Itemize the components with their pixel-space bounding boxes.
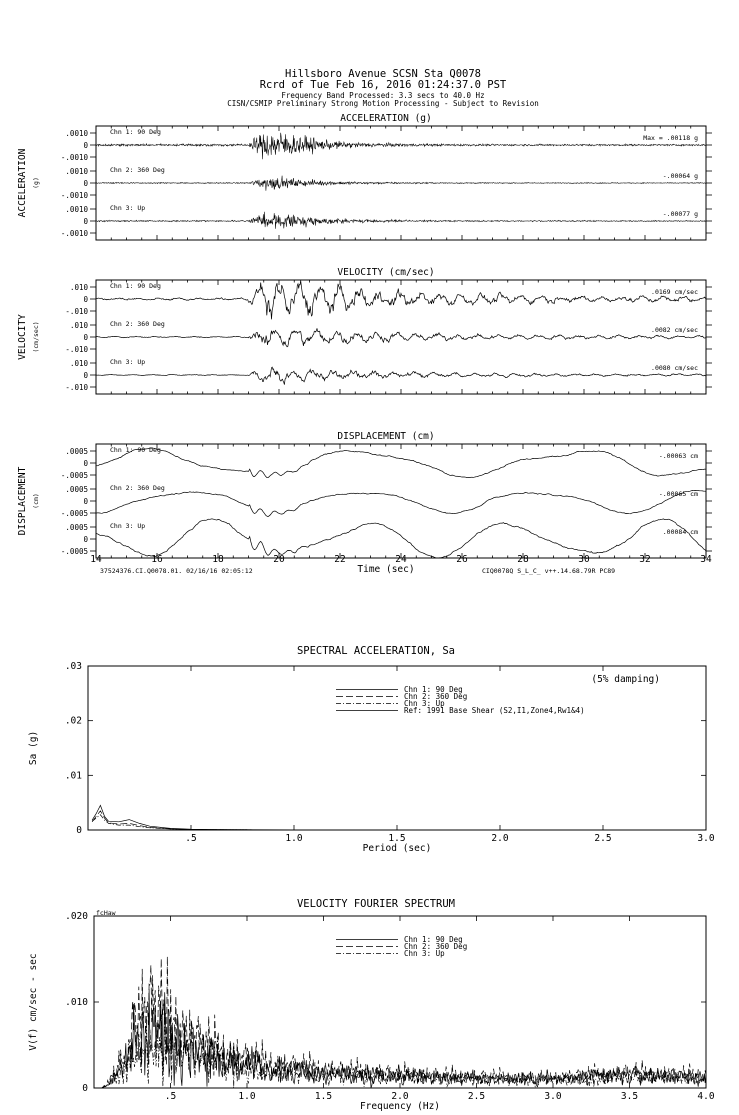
channel-max-label: .00084 cm — [662, 528, 698, 536]
sa-ticks — [65, 661, 715, 844]
velocity-fourier-chart — [28, 898, 715, 1112]
channel-trace — [96, 133, 706, 159]
y-tick-label: .01 — [64, 770, 82, 782]
time-axis-label: Time (sec) — [357, 564, 415, 575]
y-tick-label: .010 — [69, 321, 88, 330]
y-tick-label: 0 — [83, 333, 88, 342]
channel-1 — [61, 446, 712, 480]
channel-trace — [96, 490, 706, 516]
y-tick-label: 0 — [83, 141, 88, 150]
y-tick-label: .020 — [65, 911, 88, 922]
channel-1 — [61, 128, 712, 162]
y-tick-label: .0010 — [65, 205, 88, 214]
y-tick-label: .02 — [64, 715, 82, 727]
channel-2 — [61, 484, 712, 518]
channel-label: Chn 1: 90 Deg — [110, 446, 161, 454]
header-line4: CISN/CSMIP Preliminary Strong Motion Processing - Subject to Revision — [227, 99, 539, 108]
y-tick-label: .0005 — [65, 485, 88, 494]
legend-label: Chn 1: 90 Deg — [404, 685, 463, 694]
channel-trace — [96, 176, 706, 191]
sa-x-label: Period (sec) — [362, 843, 432, 854]
channel-2 — [61, 166, 712, 200]
vf-title: VELOCITY FOURIER SPECTRUM — [296, 898, 456, 910]
channel-max-label: Max = .00118 g — [643, 134, 698, 142]
spectral-acceleration-chart — [28, 645, 715, 854]
x-tick-label: 2.0 — [391, 1091, 409, 1102]
y-tick-label: 0 — [83, 535, 88, 544]
panel-title: VELOCITY (cm/sec) — [337, 267, 435, 278]
y-tick-label: -.0010 — [60, 229, 88, 238]
vf-legend — [336, 935, 467, 958]
panel-displacement — [17, 431, 712, 558]
panel-title: ACCELERATION (g) — [340, 113, 432, 124]
time-tick-label: 20 — [273, 554, 285, 565]
channel-3 — [61, 519, 712, 558]
vf-plot-frame — [94, 916, 706, 1088]
channel-2 — [65, 320, 712, 354]
sa-y-label: Sa (g) — [28, 730, 39, 766]
channel-label: Chn 2: 360 Deg — [110, 320, 165, 328]
header-line2: Rcrd of Tue Feb 16, 2016 01:24:37.0 PST — [259, 79, 507, 91]
footer-right: CIQ0078Q S_L_C_ v++.14.68.79R PC89 — [482, 567, 616, 575]
channel-label: Chn 1: 90 Deg — [110, 282, 161, 290]
channel-trace — [96, 367, 706, 385]
vf-series — [102, 957, 706, 1089]
y-tick-label: 0 — [83, 371, 88, 380]
channel-trace — [96, 212, 706, 229]
y-tick-label: 0 — [83, 179, 88, 188]
vf-x-label: Frequency (Hz) — [359, 1101, 441, 1112]
legend-label: Chn 3: Up — [404, 949, 445, 958]
x-tick-label: 3.0 — [544, 1091, 562, 1102]
sa-title: SPECTRAL ACCELERATION, Sa — [296, 645, 456, 657]
legend-label: Chn 2: 360 Deg — [404, 942, 468, 951]
x-tick-label: 3.0 — [697, 833, 715, 844]
x-tick-label: 1.0 — [238, 1091, 256, 1102]
channel-trace — [96, 281, 706, 320]
x-tick-label: .5 — [185, 833, 197, 844]
x-tick-label: 1.0 — [285, 833, 303, 844]
time-series-panels — [17, 113, 712, 558]
x-tick-label: 3.5 — [620, 1091, 639, 1102]
x-tick-label: .5 — [164, 1091, 177, 1102]
x-tick-label: 1.5 — [314, 1091, 333, 1102]
channel-3 — [65, 358, 712, 392]
series-2-line — [102, 957, 706, 1089]
time-tick-label: 26 — [456, 554, 468, 565]
channel-max-label: -.00065 cm — [658, 490, 698, 498]
sa-plot-frame — [88, 666, 706, 830]
y-tick-label: .0010 — [65, 167, 88, 176]
x-tick-label: 2.5 — [467, 1091, 486, 1102]
series-2-line — [92, 811, 294, 830]
panel-unit-label: (cm) — [32, 493, 40, 509]
y-tick-label: -.0010 — [60, 191, 88, 200]
channel-label: Chn 1: 90 Deg — [110, 128, 161, 136]
sa-annotation: (5% damping) — [591, 674, 660, 685]
time-tick-label: 14 — [90, 554, 102, 565]
channel-max-label: -.00063 cm — [658, 452, 698, 460]
channel-max-label: .0082 cm/sec — [651, 326, 698, 334]
y-tick-label: 0 — [76, 825, 82, 836]
channel-1 — [65, 281, 712, 320]
panel-unit-label: (cm/sec) — [32, 321, 40, 353]
y-tick-label: 0 — [83, 459, 88, 468]
y-tick-label: -.010 — [65, 383, 88, 392]
footer-left: 37524376.CI.Q0078.01. 02/16/16 02:05:12 — [100, 567, 253, 575]
time-tick-label: 32 — [639, 554, 651, 565]
channel-max-label: .0169 cm/sec — [651, 288, 698, 296]
y-tick-label: .0010 — [65, 129, 88, 138]
y-tick-label: .03 — [64, 661, 82, 672]
y-tick-label: -.0010 — [60, 153, 88, 162]
panel-unit-label: (g) — [32, 177, 40, 189]
time-tick-label: 16 — [151, 554, 163, 565]
y-tick-label: -.0005 — [60, 471, 88, 480]
legend-label: Chn 1: 90 Deg — [404, 935, 463, 944]
y-tick-label: .010 — [69, 283, 88, 292]
channel-trace — [96, 519, 706, 558]
channel-label: Chn 3: Up — [110, 358, 146, 366]
y-tick-label: .010 — [65, 997, 88, 1008]
channel-label: Chn 3: Up — [110, 204, 146, 212]
y-tick-label: -.010 — [65, 307, 88, 316]
channel-3 — [61, 204, 712, 238]
channel-max-label: -.00077 g — [662, 210, 698, 218]
panel-acceleration — [17, 113, 712, 240]
time-tick-label: 34 — [700, 554, 712, 565]
y-tick-label: .010 — [69, 359, 88, 368]
y-tick-label: 0 — [83, 497, 88, 506]
y-tick-label: 0 — [82, 1083, 88, 1094]
header-line1: Hillsboro Avenue SCSN Sta Q0078 — [285, 68, 481, 80]
x-tick-label: 2.0 — [491, 833, 509, 844]
legend-label: Chn 2: 360 Deg — [404, 692, 468, 701]
y-tick-label: -.0005 — [60, 509, 88, 518]
legend-label: Ref: 1991 Base Shear (S2,I1,Zone4,Rw1&4) — [404, 706, 585, 715]
x-tick-label: 4.0 — [697, 1091, 715, 1102]
y-tick-label: 0 — [83, 295, 88, 304]
vf-y-label: V(f) cm/sec - sec — [28, 953, 39, 1051]
y-tick-label: -.010 — [65, 345, 88, 354]
channel-label: Chn 2: 360 Deg — [110, 166, 165, 174]
channel-max-label: -.00064 g — [662, 172, 698, 180]
channel-trace — [96, 448, 706, 478]
channel-max-label: .0080 cm/sec — [651, 364, 698, 372]
legend-label: Chn 3: Up — [404, 699, 445, 708]
x-tick-label: 2.5 — [594, 833, 612, 844]
panel-side-label: VELOCITY — [17, 314, 28, 360]
x-tick-label: 1.5 — [388, 833, 406, 844]
channel-label: Chn 2: 360 Deg — [110, 484, 165, 492]
y-tick-label: 0 — [83, 217, 88, 226]
series-1-line — [92, 805, 294, 829]
vf-corner-label: fcHaw — [96, 909, 116, 917]
y-tick-label: .0005 — [65, 523, 88, 532]
panel-velocity — [17, 267, 712, 394]
channel-trace — [96, 328, 706, 347]
time-tick-label: 22 — [334, 554, 346, 565]
series-3-line — [92, 815, 294, 830]
panel-title: DISPLACEMENT (cm) — [337, 431, 435, 442]
panel-side-label: DISPLACEMENT — [17, 466, 28, 536]
channel-label: Chn 3: Up — [110, 522, 146, 530]
time-tick-label: 18 — [212, 554, 224, 565]
panel-side-label: ACCELERATION — [17, 148, 28, 218]
time-tick-label: 30 — [578, 554, 590, 565]
time-tick-label: 28 — [517, 554, 529, 565]
header-line3: Frequency Band Processed: 3.3 secs to 40.0 Hz — [281, 91, 485, 100]
time-tick-label: 24 — [395, 554, 407, 565]
sa-legend — [336, 685, 585, 715]
sa-series — [92, 805, 294, 830]
y-tick-label: .0005 — [65, 447, 88, 456]
y-tick-label: -.0005 — [60, 547, 88, 556]
